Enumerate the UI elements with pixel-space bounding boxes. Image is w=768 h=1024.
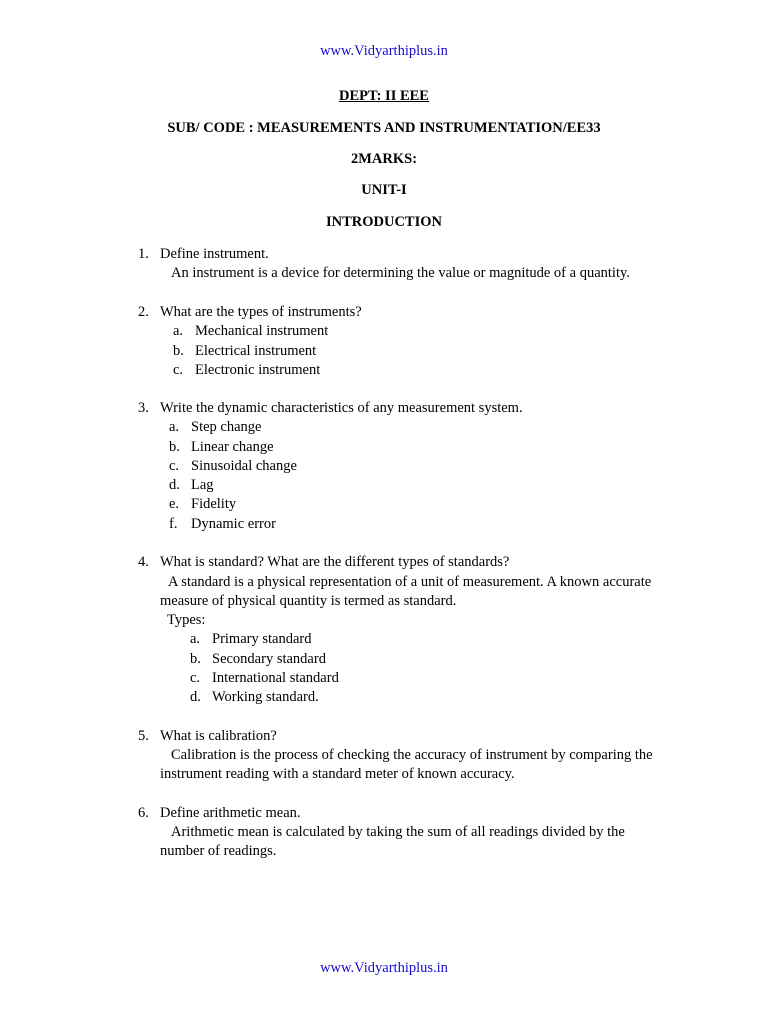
list-marker: c. xyxy=(190,670,201,686)
answer-line: number of readings. xyxy=(160,843,277,859)
question-number: 2. xyxy=(138,304,149,320)
question-text: Define arithmetic mean. xyxy=(160,805,301,821)
question-text: Write the dynamic characteristics of any measurement system. xyxy=(160,400,523,416)
subject-heading: SUB/ CODE : MEASUREMENTS AND INSTRUMENTATION/EE33 xyxy=(167,120,601,136)
list-marker: b. xyxy=(173,343,184,359)
list-item: International standard xyxy=(212,670,339,686)
types-label: Types: xyxy=(167,612,206,628)
list-item: Sinusoidal change xyxy=(191,458,297,474)
dept-label: DEPT: II EEE xyxy=(339,88,429,104)
list-item: Electronic instrument xyxy=(195,362,321,378)
list-marker: d. xyxy=(190,689,201,705)
answer-line: Calibration is the process of checking the accuracy of instrument by comparing the xyxy=(171,747,653,763)
header-link[interactable]: www.Vidyarthiplus.in xyxy=(320,43,448,59)
answer-line: A standard is a physical representation of a unit of measurement. A known accurate xyxy=(168,574,652,590)
answer-line: An instrument is a device for determining the value or magnitude of a quantity. xyxy=(171,265,630,281)
list-marker: a. xyxy=(173,323,184,339)
list-item: Lag xyxy=(191,477,214,493)
list-marker: e. xyxy=(169,496,180,512)
list-marker: a. xyxy=(169,419,180,435)
list-item: Mechanical instrument xyxy=(195,323,329,339)
marks-heading: 2MARKS: xyxy=(350,151,418,167)
list-item: Linear change xyxy=(191,439,274,455)
answer-line: Arithmetic mean is calculated by taking the sum of all readings divided by the xyxy=(171,824,625,840)
question-number: 4. xyxy=(138,554,149,570)
list-marker: b. xyxy=(169,439,180,455)
question-number: 6. xyxy=(138,805,149,821)
list-marker: a. xyxy=(190,631,201,647)
list-marker: d. xyxy=(169,477,180,493)
question-text: What is calibration? xyxy=(160,728,277,744)
footer-link[interactable]: www.Vidyarthiplus.in xyxy=(320,960,448,976)
list-marker: b. xyxy=(190,651,201,667)
answer-line: instrument reading with a standard meter of known accuracy. xyxy=(160,766,515,782)
question-number: 1. xyxy=(138,246,149,262)
list-marker: c. xyxy=(173,362,184,378)
question-number: 3. xyxy=(138,400,149,416)
question-number: 5. xyxy=(138,728,149,744)
list-item: Step change xyxy=(191,419,262,435)
list-item: Fidelity xyxy=(191,496,237,512)
list-item: Electrical instrument xyxy=(195,343,317,359)
list-item: Secondary standard xyxy=(212,651,326,667)
question-text: Define instrument. xyxy=(160,246,269,262)
list-item: Working standard. xyxy=(212,689,319,705)
list-marker: c. xyxy=(169,458,180,474)
section-heading: INTRODUCTION xyxy=(325,214,442,230)
list-item: Primary standard xyxy=(212,631,312,647)
question-text: What is standard? What are the different types of standards? xyxy=(160,554,510,570)
list-item: Dynamic error xyxy=(191,516,276,532)
dept-heading xyxy=(0,88,768,105)
unit-heading: UNIT-I xyxy=(361,182,407,198)
answer-line: measure of physical quantity is termed as standard. xyxy=(160,593,457,609)
list-marker: f. xyxy=(169,516,178,532)
question-text: What are the types of instruments? xyxy=(160,304,362,320)
